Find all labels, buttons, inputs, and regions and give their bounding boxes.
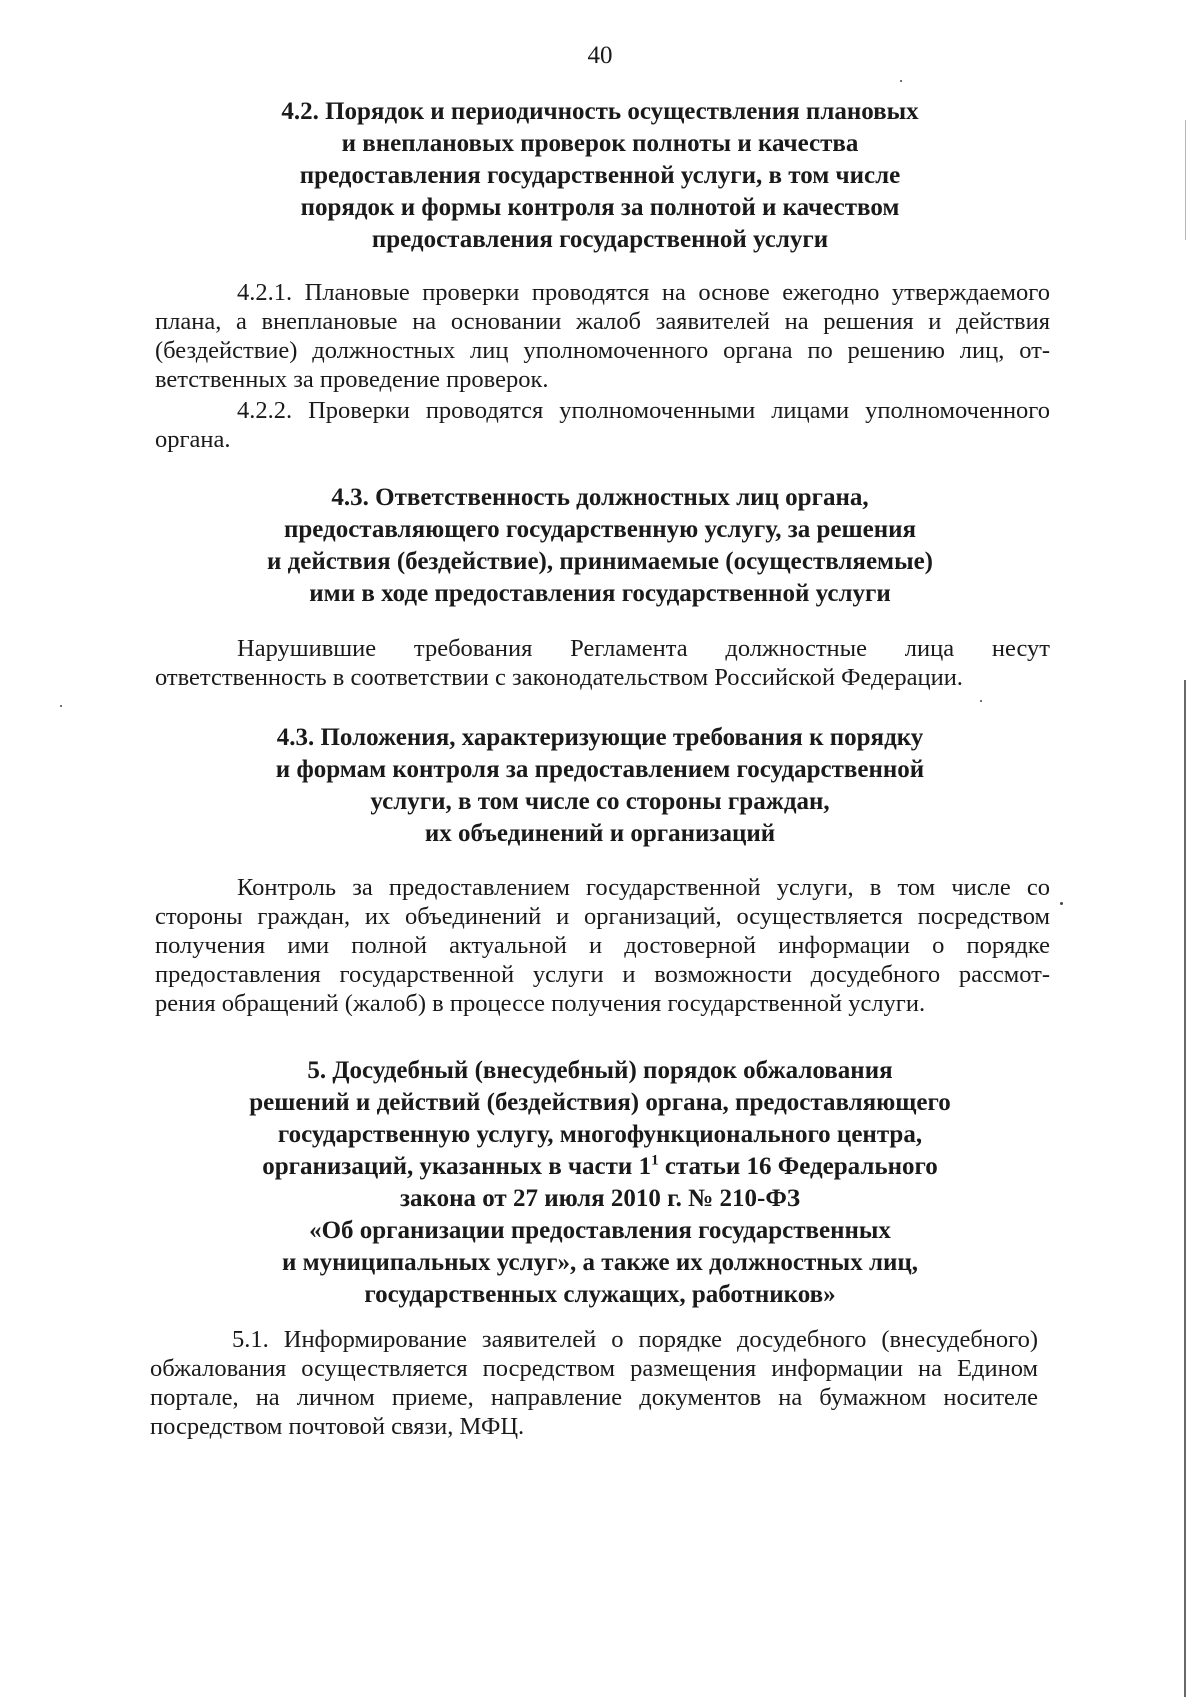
paragraph-line: предоставления государственной услуги и возможности досудебного рассмот- — [155, 961, 1050, 988]
paragraph-line: 4.2.2. Проверки проводятся уполномоченными лицами уполномоченного — [237, 397, 1050, 424]
page-number: 40 — [587, 42, 613, 69]
superscript-index: 1 — [651, 1152, 659, 1169]
scan-speck — [1060, 902, 1063, 905]
paragraph-line: портале, на личном приеме, направление документов на бумажном носителе — [150, 1384, 1038, 1411]
paragraph-control — [155, 873, 1050, 1018]
heading-line: их объединений и организаций — [424, 820, 776, 847]
heading-line: 4.2. Порядок и периодичность осуществления плановых — [281, 98, 919, 125]
heading-line: и действия (бездействие), принимаемые (осуществляемые) — [266, 548, 934, 575]
heading-line: 4.3. Положения, характеризующие требования к порядку — [276, 724, 924, 751]
paragraph-line: рения обращений (жалоб) в процессе получения государственной услуги. — [155, 990, 926, 1017]
paragraph-line: ветственных за проведение проверок. — [155, 366, 549, 393]
heading-line: решений и действий (бездействия) органа, предоставляющего — [249, 1089, 951, 1116]
paragraph-line: (бездействие) должностных лиц уполномоченного органа по решению лиц, от- — [155, 337, 1050, 364]
paragraph-4-2-2 — [155, 396, 1050, 454]
paragraph-line: Контроль за предоставлением государственной услуги, в том числе со — [237, 874, 1050, 901]
section-4-3-responsibility-heading — [150, 482, 1050, 610]
paragraph-line: посредством почтовой связи, МФЦ. — [150, 1413, 525, 1440]
heading-line: 4.3. Ответственность должностных лиц органа, — [331, 484, 869, 511]
heading-line-part: статьи 16 Федерального — [658, 1153, 938, 1180]
heading-line: предоставления государственной услуги — [371, 226, 829, 253]
paragraph-line: ответственность в соответствии с законодательством Российской Федерации. — [155, 664, 963, 691]
section-4-2-heading — [150, 96, 1050, 256]
paragraph-line: 5.1. Информирование заявителей о порядке досудебного (внесудебного) — [232, 1326, 1038, 1353]
heading-line: государственную услугу, многофункционального центра, — [277, 1121, 923, 1148]
section-5-heading — [150, 1055, 1050, 1311]
paragraph-line: органа. — [155, 426, 231, 453]
paragraph-line: получения ими полной актуальной и достоверной информации о порядке — [155, 932, 1050, 959]
paragraph-line: обжалования осуществляется посредством размещения информации на Едином — [150, 1355, 1038, 1382]
paragraph-line: Нарушившие требования Регламента должностные лица несут — [237, 635, 1050, 662]
paragraph-4-2-1 — [155, 278, 1050, 394]
scan-edge-line — [1184, 680, 1186, 1697]
paragraph-line: 4.2.1. Плановые проверки проводятся на основе ежегодно утверждаемого — [237, 279, 1050, 306]
section-4-3-control-heading — [150, 722, 1050, 850]
heading-line: порядок и формы контроля за полнотой и качеством — [300, 194, 900, 221]
scan-edge-line — [1185, 120, 1186, 240]
paragraph-line: стороны граждан, их объединений и организаций, осуществляется посредством — [155, 903, 1050, 930]
heading-line: государственных служащих, работников» — [364, 1281, 836, 1308]
heading-line: «Об организации предоставления государственных — [309, 1217, 891, 1244]
scan-speck — [980, 700, 982, 702]
paragraph-responsibility — [155, 634, 1050, 692]
heading-line: предоставляющего государственную услугу, за решения — [283, 516, 917, 543]
heading-line: услуги, в том числе со стороны граждан, — [370, 788, 830, 815]
heading-line-with-superscript — [150, 1151, 1050, 1183]
heading-line: и муниципальных услуг», а также их должностных лиц, — [281, 1249, 919, 1276]
heading-line: 5. Досудебный (внесудебный) порядок обжалования — [307, 1057, 893, 1084]
heading-line: и формам контроля за предоставлением государственной — [275, 756, 925, 783]
paragraph-5-1 — [150, 1325, 1038, 1441]
paragraph-line: плана, а внеплановые на основании жалоб заявителей на решения и действия — [155, 308, 1050, 335]
heading-line-part: организаций, указанных в части 1 — [262, 1153, 652, 1180]
heading-line: и внеплановых проверок полноты и качества — [341, 130, 859, 157]
heading-line: ими в ходе предоставления государственной услуги — [309, 580, 891, 607]
scan-speck — [60, 705, 62, 707]
scan-speck — [900, 80, 902, 82]
heading-line: закона от 27 июля 2010 г. № 210-ФЗ — [399, 1185, 801, 1212]
heading-line: предоставления государственной услуги, в том числе — [299, 162, 901, 189]
